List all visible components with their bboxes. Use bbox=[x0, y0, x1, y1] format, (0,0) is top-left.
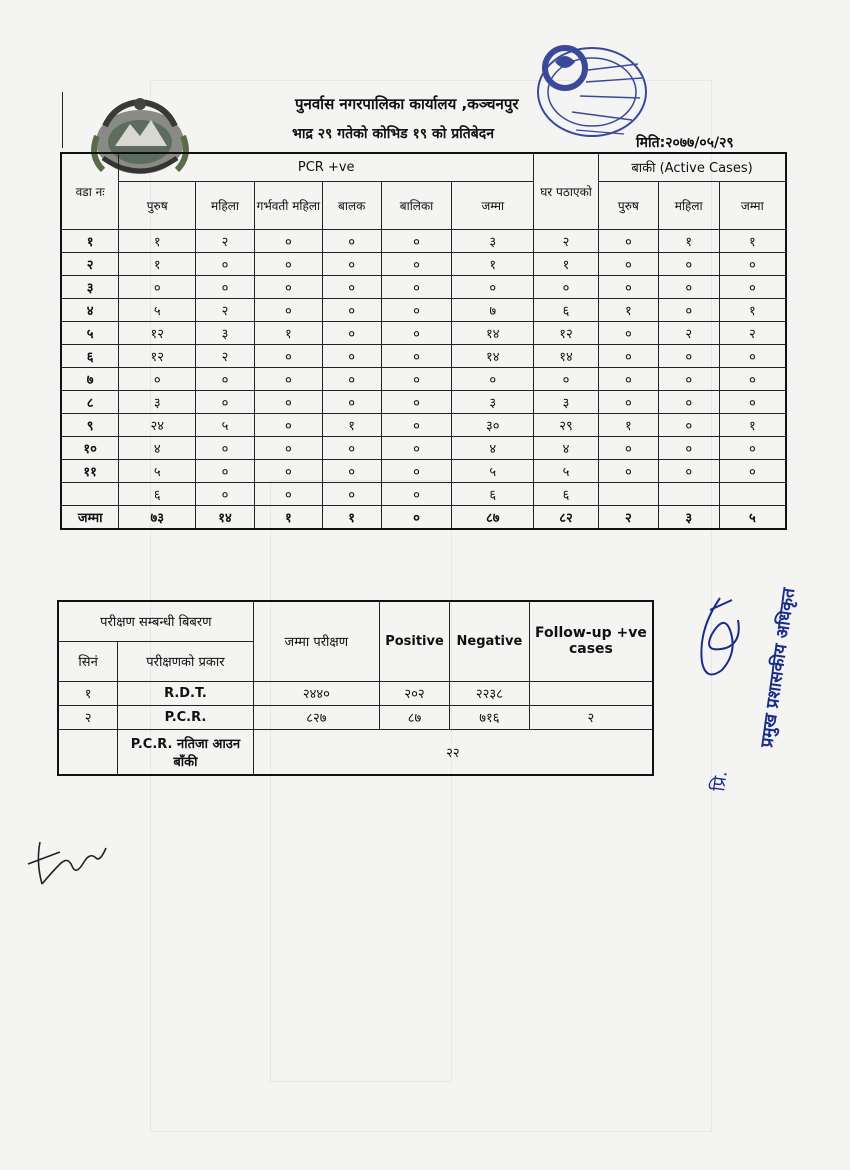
sent-home-cell: ० bbox=[534, 367, 599, 390]
sent-home-cell: ६ bbox=[534, 482, 599, 505]
active-col-female: महिला bbox=[658, 181, 719, 229]
table-row bbox=[61, 344, 786, 367]
test-col-positive: Positive bbox=[380, 601, 450, 681]
test-col-sn: सिनं bbox=[58, 641, 118, 681]
active-female-cell: ० bbox=[658, 252, 719, 275]
test-negative: २२३८ bbox=[449, 681, 529, 705]
ward-cell: १ bbox=[61, 229, 119, 252]
pcr-total-cell: ३ bbox=[452, 390, 534, 413]
pcr-total-cell: ० bbox=[452, 275, 534, 298]
pcr-pregnant-cell: ० bbox=[254, 482, 322, 505]
pcr-total-cell: १४ bbox=[452, 321, 534, 344]
pcr-male-cell: ६ bbox=[119, 482, 196, 505]
active-male-cell: ० bbox=[598, 344, 658, 367]
pcr-pregnant-cell: १ bbox=[254, 321, 322, 344]
pcr-boy-cell: १ bbox=[322, 413, 381, 436]
active-male-cell: ० bbox=[598, 321, 658, 344]
sent-home-total-cell: ८२ bbox=[534, 505, 599, 529]
pcr-female-cell: ० bbox=[196, 367, 255, 390]
active-total-cell bbox=[719, 482, 786, 505]
active-total-cell: २ bbox=[719, 321, 786, 344]
active-female-cell: ० bbox=[658, 344, 719, 367]
pcr-male-cell: १ bbox=[119, 229, 196, 252]
office-title: पुनर्वास नगरपालिका कार्यालय ,कञ्चनपुर bbox=[295, 95, 519, 113]
test-col-followup: Follow-up +ve cases bbox=[529, 601, 653, 681]
pcr-col-total: जम्मा bbox=[452, 181, 534, 229]
header-rule bbox=[62, 92, 63, 148]
pcr-total-cell: १ bbox=[452, 252, 534, 275]
pcr-boy-cell: ० bbox=[322, 367, 381, 390]
table-row bbox=[61, 298, 786, 321]
sent-home-cell: ४ bbox=[534, 436, 599, 459]
pcr-pregnant-cell: ० bbox=[254, 413, 322, 436]
pcr-female-cell: २ bbox=[196, 229, 255, 252]
pcr-female-cell: २ bbox=[196, 298, 255, 321]
ward-cell bbox=[61, 482, 119, 505]
pcr-pregnant-cell: ० bbox=[254, 252, 322, 275]
active-female-cell: ० bbox=[658, 459, 719, 482]
sent-home-cell: १४ bbox=[534, 344, 599, 367]
pcr-male-cell: ३ bbox=[119, 390, 196, 413]
pcr-male-cell: १२ bbox=[119, 344, 196, 367]
active-male-cell: ० bbox=[598, 252, 658, 275]
pcr-male-cell: ५ bbox=[119, 298, 196, 321]
pending-row bbox=[58, 729, 653, 775]
pcr-male-total-cell: ७३ bbox=[119, 505, 196, 529]
table-row bbox=[61, 321, 786, 344]
active-total-cell: ० bbox=[719, 436, 786, 459]
pcr-female-cell: ० bbox=[196, 459, 255, 482]
ward-header: वडा नः bbox=[61, 153, 119, 229]
pcr-pregnant-cell: ० bbox=[254, 390, 322, 413]
pcr-female-cell: २ bbox=[196, 344, 255, 367]
test-type: R.D.T. bbox=[118, 681, 253, 705]
pcr-female-cell: ३ bbox=[196, 321, 255, 344]
active-female-cell: ० bbox=[658, 367, 719, 390]
active-female-cell: ० bbox=[658, 413, 719, 436]
test-sn: २ bbox=[58, 705, 118, 729]
table-row bbox=[61, 459, 786, 482]
pcr-boy-cell: ० bbox=[322, 229, 381, 252]
pcr-total-cell: ३० bbox=[452, 413, 534, 436]
pcr-girl-cell: ० bbox=[381, 321, 452, 344]
ward-cell: ८ bbox=[61, 390, 119, 413]
active-total-cell: ० bbox=[719, 344, 786, 367]
report-subtitle: भाद्र २९ गतेको कोभिड १९ को प्रतिबेदन bbox=[292, 126, 494, 142]
sent-home-cell: ० bbox=[534, 275, 599, 298]
pcr-total-cell: ६ bbox=[452, 482, 534, 505]
active-male-total-cell: २ bbox=[598, 505, 658, 529]
test-type: P.C.R. bbox=[118, 705, 253, 729]
table-row bbox=[61, 275, 786, 298]
pcr-boy-cell: ० bbox=[322, 275, 381, 298]
pcr-girl-cell: ० bbox=[381, 275, 452, 298]
test-negative: ७१६ bbox=[449, 705, 529, 729]
sent-home-cell: ३ bbox=[534, 390, 599, 413]
active-female-cell: ० bbox=[658, 298, 719, 321]
ward-cell: १० bbox=[61, 436, 119, 459]
test-followup bbox=[529, 681, 653, 705]
pcr-girl-cell: ० bbox=[381, 436, 452, 459]
active-col-total: जम्मा bbox=[719, 181, 786, 229]
pcr-boy-cell: ० bbox=[322, 482, 381, 505]
test-positive: ८७ bbox=[380, 705, 450, 729]
pcr-col-pregnant: गर्भवती महिला bbox=[254, 181, 322, 229]
active-total-cell: ० bbox=[719, 252, 786, 275]
pcr-male-cell: १२ bbox=[119, 321, 196, 344]
pcr-girl-cell: ० bbox=[381, 459, 452, 482]
pcr-total-cell: ० bbox=[452, 367, 534, 390]
sent-home-cell: ६ bbox=[534, 298, 599, 321]
pcr-girl-cell: ० bbox=[381, 390, 452, 413]
table-row bbox=[61, 436, 786, 459]
ward-cell: २ bbox=[61, 252, 119, 275]
test-summary-title: परीक्षण सम्बन्धी बिबरण bbox=[58, 601, 253, 641]
active-male-cell: ० bbox=[598, 390, 658, 413]
pcr-col-female: महिला bbox=[196, 181, 255, 229]
pcr-male-cell: १ bbox=[119, 252, 196, 275]
pcr-female-cell: ५ bbox=[196, 413, 255, 436]
active-total-total-cell: ५ bbox=[719, 505, 786, 529]
pcr-boy-cell: ० bbox=[322, 436, 381, 459]
pcr-girl-cell: ० bbox=[381, 298, 452, 321]
pcr-boy-cell: ० bbox=[322, 459, 381, 482]
active-male-cell bbox=[598, 482, 658, 505]
active-female-cell: २ bbox=[658, 321, 719, 344]
pcr-male-cell: २४ bbox=[119, 413, 196, 436]
pcr-pregnant-cell: ० bbox=[254, 367, 322, 390]
test-summary-table bbox=[57, 600, 654, 776]
pcr-total-cell: ७ bbox=[452, 298, 534, 321]
pcr-female-cell: ० bbox=[196, 252, 255, 275]
table-row bbox=[61, 229, 786, 252]
covid-ward-table bbox=[60, 152, 787, 530]
active-male-cell: ० bbox=[598, 229, 658, 252]
pcr-pregnant-cell: ० bbox=[254, 275, 322, 298]
pcr-girl-cell: ० bbox=[381, 229, 452, 252]
ward-total-cell: जम्मा bbox=[61, 505, 119, 529]
active-total-cell: ० bbox=[719, 459, 786, 482]
pcr-total-cell: ४ bbox=[452, 436, 534, 459]
pcr-boy-cell: ० bbox=[322, 298, 381, 321]
table-row bbox=[61, 482, 786, 505]
pcr-girl-cell: ० bbox=[381, 367, 452, 390]
active-male-cell: ० bbox=[598, 459, 658, 482]
test-col-negative: Negative bbox=[449, 601, 529, 681]
pcr-total-cell: ५ bbox=[452, 459, 534, 482]
active-female-cell: १ bbox=[658, 229, 719, 252]
pcr-col-boy: बालक bbox=[322, 181, 381, 229]
active-total-cell: १ bbox=[719, 229, 786, 252]
pcr-positive-header: PCR +ve bbox=[119, 153, 534, 181]
pcr-female-cell: ० bbox=[196, 390, 255, 413]
sent-home-cell: १२ bbox=[534, 321, 599, 344]
office-seal-stamp bbox=[520, 40, 650, 150]
sent-home-cell: २ bbox=[534, 229, 599, 252]
pcr-pregnant-cell: ० bbox=[254, 298, 322, 321]
pcr-total-total-cell: ८७ bbox=[452, 505, 534, 529]
test-col-total: जम्मा परीक्षण bbox=[253, 601, 379, 681]
cao-prefix-stamp bbox=[692, 748, 742, 798]
test-col-type: परीक्षणको प्रकार bbox=[118, 641, 253, 681]
sent-home-header: घर पठाएको bbox=[534, 153, 599, 229]
table-row bbox=[61, 390, 786, 413]
pending-label: P.C.R. नतिजा आउन बाँकी bbox=[118, 729, 253, 775]
svg-text:प्रि.: प्रि. bbox=[708, 769, 732, 793]
pcr-total-cell: १४ bbox=[452, 344, 534, 367]
table-row bbox=[61, 367, 786, 390]
active-female-cell: ० bbox=[658, 275, 719, 298]
active-col-male: पुरुष bbox=[598, 181, 658, 229]
pcr-boy-total-cell: १ bbox=[322, 505, 381, 529]
pcr-female-cell: ० bbox=[196, 275, 255, 298]
ward-cell: ११ bbox=[61, 459, 119, 482]
table-row bbox=[61, 413, 786, 436]
pcr-girl-cell: ० bbox=[381, 344, 452, 367]
pcr-boy-cell: ० bbox=[322, 390, 381, 413]
pcr-total-cell: ३ bbox=[452, 229, 534, 252]
active-male-cell: ० bbox=[598, 275, 658, 298]
active-male-cell: ० bbox=[598, 436, 658, 459]
active-female-cell bbox=[658, 482, 719, 505]
ward-cell: ४ bbox=[61, 298, 119, 321]
pcr-col-girl: बालिका bbox=[381, 181, 452, 229]
pcr-girl-cell: ० bbox=[381, 252, 452, 275]
active-total-cell: १ bbox=[719, 413, 786, 436]
pcr-male-cell: ० bbox=[119, 275, 196, 298]
active-male-cell: ० bbox=[598, 367, 658, 390]
pcr-male-cell: ० bbox=[119, 367, 196, 390]
pcr-girl-total-cell: ० bbox=[381, 505, 452, 529]
test-total: ८२७ bbox=[253, 705, 379, 729]
pcr-boy-cell: ० bbox=[322, 344, 381, 367]
active-male-cell: १ bbox=[598, 298, 658, 321]
active-male-cell: १ bbox=[598, 413, 658, 436]
pcr-female-cell: ० bbox=[196, 482, 255, 505]
svg-text:प्रमुख प्रशासकीय अधिकृत: प्रमुख प्रशासकीय अधिकृत bbox=[757, 586, 800, 749]
active-total-cell: १ bbox=[719, 298, 786, 321]
ward-cell: ५ bbox=[61, 321, 119, 344]
test-followup: २ bbox=[529, 705, 653, 729]
pcr-pregnant-cell: ० bbox=[254, 459, 322, 482]
table-row bbox=[61, 252, 786, 275]
pcr-girl-cell: ० bbox=[381, 413, 452, 436]
active-total-cell: ० bbox=[719, 367, 786, 390]
pcr-female-total-cell: १४ bbox=[196, 505, 255, 529]
ward-cell: ३ bbox=[61, 275, 119, 298]
table-row bbox=[58, 681, 653, 705]
pcr-male-cell: ४ bbox=[119, 436, 196, 459]
pending-sn bbox=[58, 729, 118, 775]
pcr-pregnant-cell: ० bbox=[254, 436, 322, 459]
active-cases-header: बाकी (Active Cases) bbox=[598, 153, 786, 181]
ward-cell: ६ bbox=[61, 344, 119, 367]
sent-home-cell: ५ bbox=[534, 459, 599, 482]
active-female-cell: ० bbox=[658, 390, 719, 413]
total-row bbox=[61, 505, 786, 529]
pcr-boy-cell: ० bbox=[322, 252, 381, 275]
sent-home-cell: १ bbox=[534, 252, 599, 275]
ward-cell: ७ bbox=[61, 367, 119, 390]
report-date: मिति:२०७७/०५/२९ bbox=[636, 135, 734, 151]
active-female-cell: ० bbox=[658, 436, 719, 459]
pending-value: २२ bbox=[253, 729, 653, 775]
pcr-pregnant-total-cell: १ bbox=[254, 505, 322, 529]
cao-designation-stamp bbox=[702, 560, 800, 760]
background-show-through bbox=[270, 480, 452, 1082]
ward-cell: ९ bbox=[61, 413, 119, 436]
pcr-pregnant-cell: ० bbox=[254, 229, 322, 252]
active-total-cell: ० bbox=[719, 390, 786, 413]
sent-home-cell: २९ bbox=[534, 413, 599, 436]
test-total: २४४० bbox=[253, 681, 379, 705]
pcr-boy-cell: ० bbox=[322, 321, 381, 344]
pcr-girl-cell: ० bbox=[381, 482, 452, 505]
test-positive: २०२ bbox=[380, 681, 450, 705]
active-total-cell: ० bbox=[719, 275, 786, 298]
pcr-col-male: पुरुष bbox=[119, 181, 196, 229]
left-signature-icon bbox=[20, 828, 110, 892]
pcr-male-cell: ५ bbox=[119, 459, 196, 482]
pcr-pregnant-cell: ० bbox=[254, 344, 322, 367]
pcr-female-cell: ० bbox=[196, 436, 255, 459]
test-sn: १ bbox=[58, 681, 118, 705]
table-row bbox=[58, 705, 653, 729]
active-female-total-cell: ३ bbox=[658, 505, 719, 529]
